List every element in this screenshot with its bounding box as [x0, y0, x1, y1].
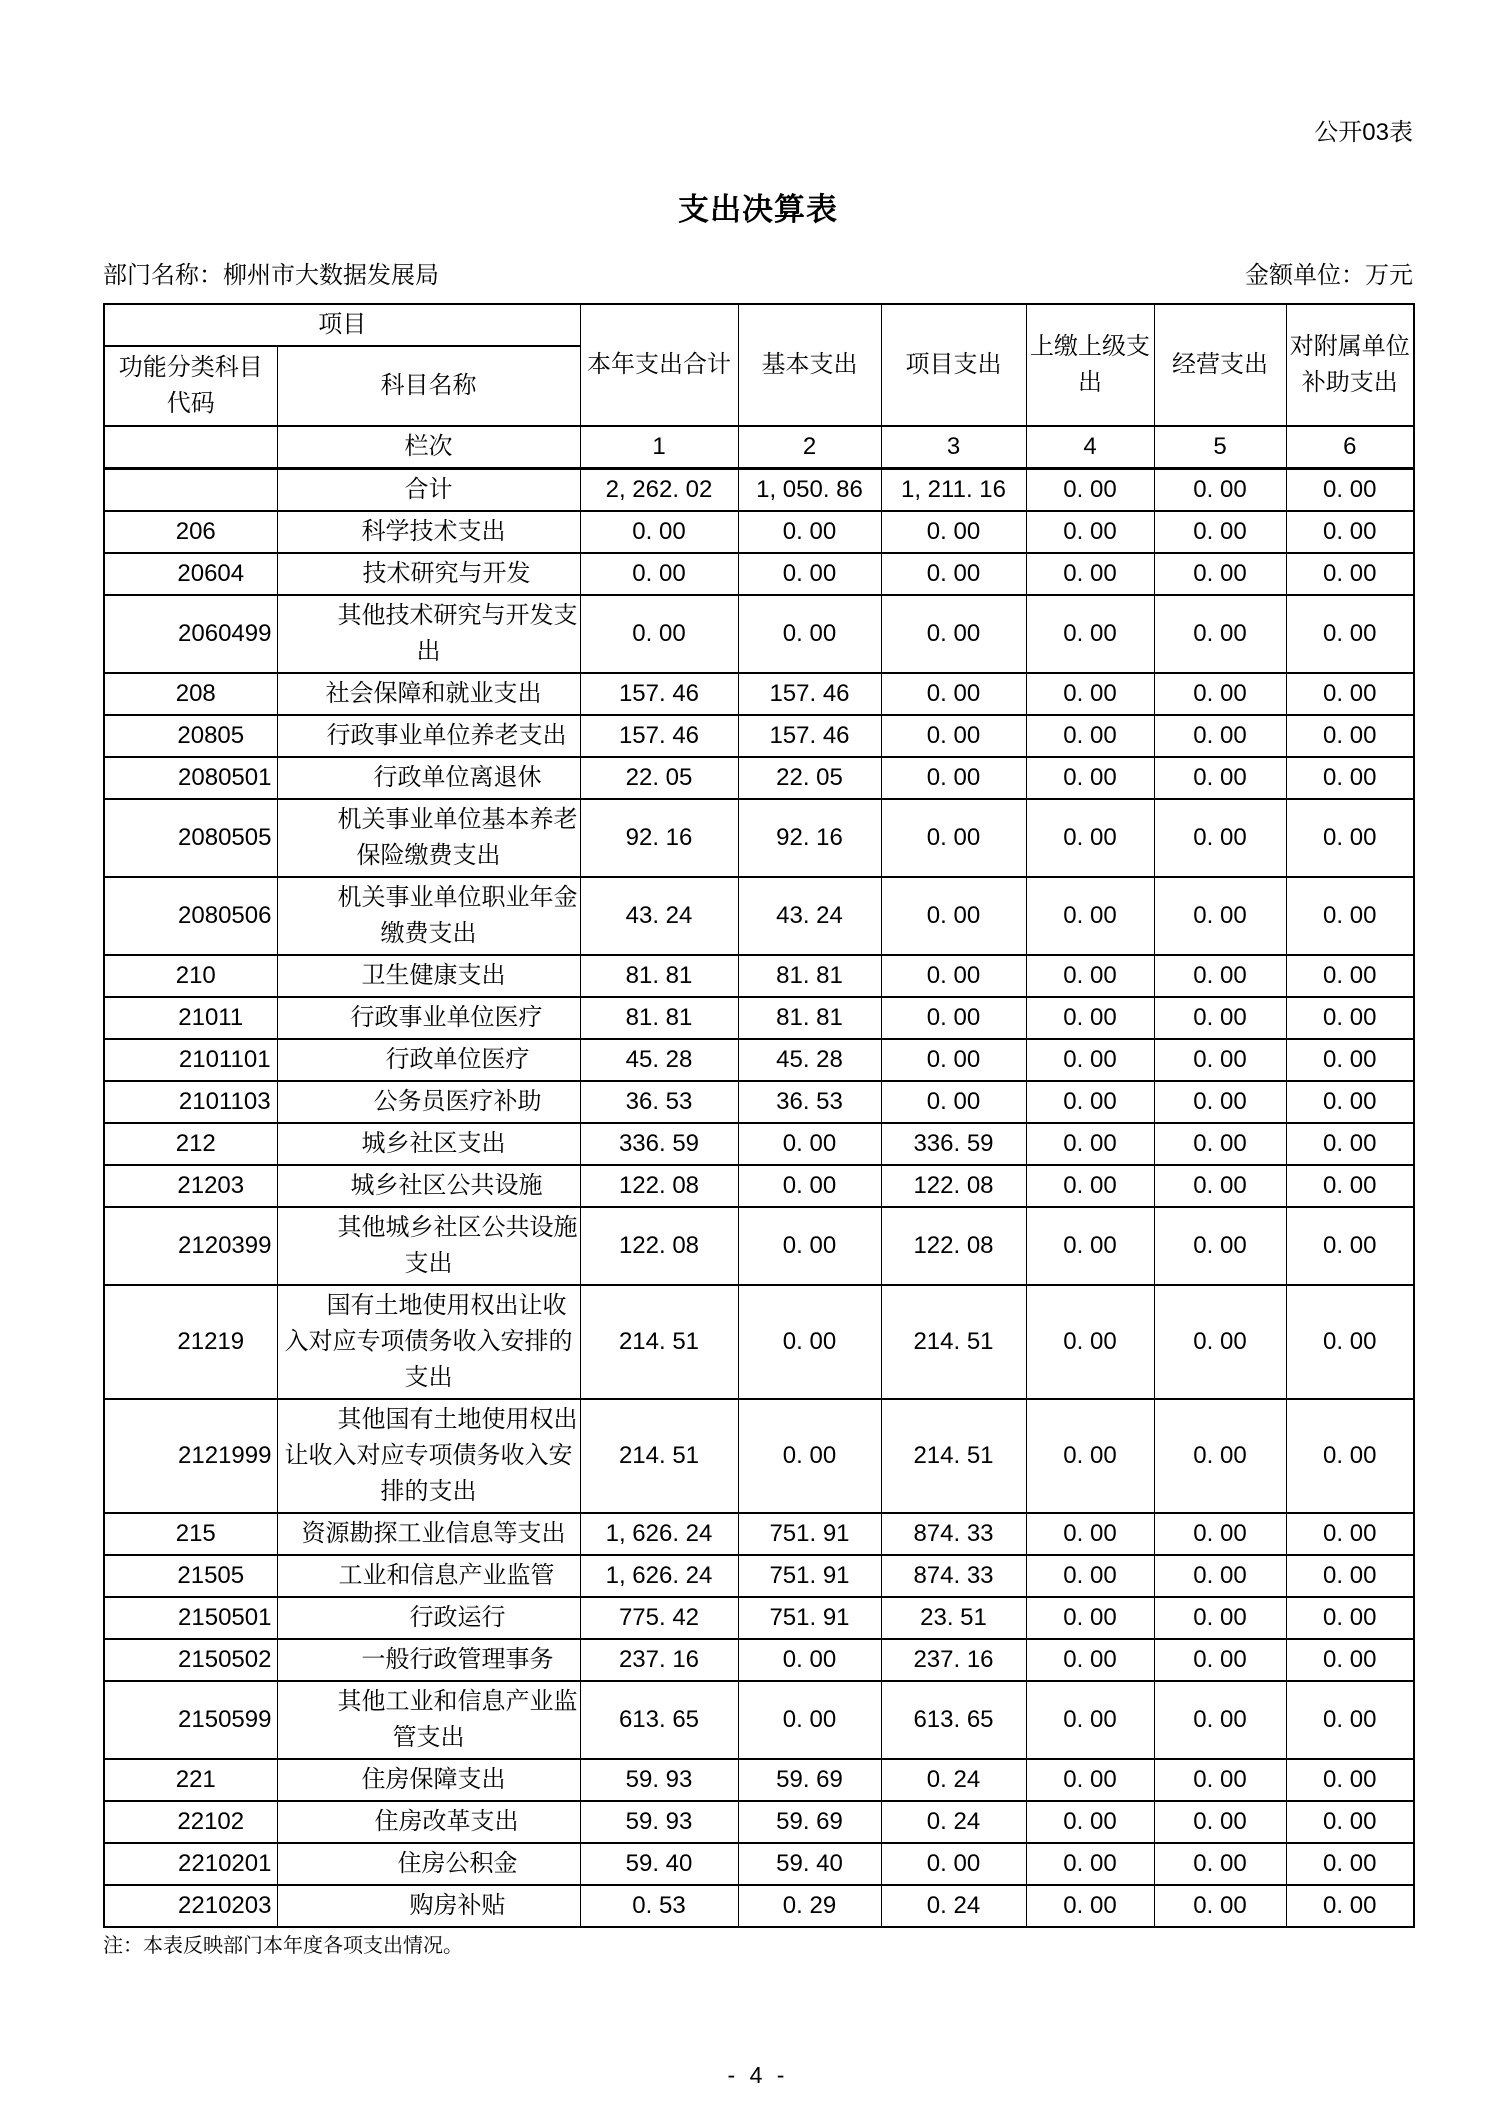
row-value: 0. 00	[1154, 997, 1286, 1039]
row-value: 0. 00	[1286, 1597, 1414, 1639]
table-row	[104, 1285, 1414, 1399]
row-value: 1, 626. 24	[580, 1555, 738, 1597]
row-value: 0. 00	[1286, 997, 1414, 1039]
column-index-label: 栏次	[277, 426, 580, 469]
row-code: 2120399	[104, 1207, 277, 1285]
row-value: 0. 00	[1026, 469, 1154, 512]
row-subject-name: 科学技术支出	[277, 511, 580, 553]
row-value: 157. 46	[738, 715, 881, 757]
table-footnote: 注：本表反映部门本年度各项支出情况。	[103, 1935, 463, 1957]
row-value: 0. 00	[738, 1165, 881, 1207]
row-value: 237. 16	[881, 1639, 1026, 1681]
amount-unit-label: 金额单位：万元	[1245, 262, 1413, 289]
row-value: 0. 00	[1286, 1165, 1414, 1207]
table-row	[104, 511, 1414, 553]
table-row	[104, 1555, 1414, 1597]
row-value: 0. 00	[1026, 1399, 1154, 1513]
row-code	[104, 469, 277, 512]
row-value: 2, 262. 02	[580, 469, 738, 512]
row-code: 2060499	[104, 595, 277, 673]
row-value: 0. 24	[881, 1885, 1026, 1927]
table-row	[104, 1843, 1414, 1885]
row-subject-name: 机关事业单位基本养老保险缴费支出	[277, 799, 580, 877]
row-code: 2210201	[104, 1843, 277, 1885]
row-value: 0. 00	[1026, 673, 1154, 715]
row-value: 751. 91	[738, 1597, 881, 1639]
code-column-header: 功能分类科目代码	[104, 346, 277, 426]
column-index-3: 3	[881, 426, 1026, 469]
page-title: 支出决算表	[678, 192, 838, 227]
row-value: 59. 69	[738, 1759, 881, 1801]
row-code: 221	[104, 1759, 277, 1801]
row-value: 0. 00	[881, 757, 1026, 799]
table-body	[104, 469, 1414, 1928]
row-subject-name: 行政单位离退休	[277, 757, 580, 799]
row-value: 23. 51	[881, 1597, 1026, 1639]
row-value: 0. 00	[1026, 955, 1154, 997]
row-value: 0. 00	[881, 997, 1026, 1039]
row-value: 43. 24	[580, 877, 738, 955]
table-row	[104, 1885, 1414, 1927]
row-value: 0. 00	[1026, 1081, 1154, 1123]
row-subject-name: 住房公积金	[277, 1843, 580, 1885]
row-value: 59. 40	[580, 1843, 738, 1885]
row-value: 122. 08	[881, 1165, 1026, 1207]
row-value: 59. 40	[738, 1843, 881, 1885]
row-value: 0. 00	[1286, 1555, 1414, 1597]
name-column-header: 科目名称	[277, 346, 580, 426]
table-row	[104, 469, 1414, 512]
row-value: 0. 00	[738, 511, 881, 553]
table-row	[104, 1639, 1414, 1681]
row-value: 0. 00	[1286, 1639, 1414, 1681]
column-index-5: 5	[1154, 426, 1286, 469]
row-subject-name: 购房补贴	[277, 1885, 580, 1927]
row-value: 0. 00	[1026, 997, 1154, 1039]
row-value: 36. 53	[580, 1081, 738, 1123]
row-value: 0. 00	[738, 553, 881, 595]
row-value: 336. 59	[881, 1123, 1026, 1165]
row-value: 0. 00	[881, 715, 1026, 757]
row-value: 0. 00	[1286, 955, 1414, 997]
column-header-upturn: 上缴上级支出	[1026, 304, 1154, 426]
row-value: 157. 46	[738, 673, 881, 715]
row-code: 21219	[104, 1285, 277, 1399]
row-value: 0. 00	[1286, 757, 1414, 799]
form-number-label: 公开03表	[1314, 119, 1413, 146]
row-value: 0. 00	[1286, 1207, 1414, 1285]
row-value: 0. 00	[1154, 1513, 1286, 1555]
table-row	[104, 1207, 1414, 1285]
row-value: 157. 46	[580, 673, 738, 715]
row-subject-name: 行政运行	[277, 1597, 580, 1639]
row-value: 81. 81	[738, 955, 881, 997]
row-subject-name: 技术研究与开发	[277, 553, 580, 595]
row-subject-name: 住房保障支出	[277, 1759, 580, 1801]
row-code: 206	[104, 511, 277, 553]
row-value: 0. 00	[1286, 715, 1414, 757]
row-value: 874. 33	[881, 1513, 1026, 1555]
row-value: 0. 00	[1026, 1285, 1154, 1399]
column-header-total: 本年支出合计	[580, 304, 738, 426]
row-value: 0. 24	[881, 1801, 1026, 1843]
row-value: 0. 00	[1026, 1639, 1154, 1681]
row-value: 0. 00	[1154, 955, 1286, 997]
row-value: 0. 00	[1154, 1207, 1286, 1285]
row-value: 0. 00	[1154, 511, 1286, 553]
table-row	[104, 1123, 1414, 1165]
row-value: 0. 00	[738, 1399, 881, 1513]
row-value: 0. 00	[1154, 1759, 1286, 1801]
row-value: 0. 00	[1286, 1843, 1414, 1885]
row-code: 212	[104, 1123, 277, 1165]
row-value: 1, 050. 86	[738, 469, 881, 512]
row-value: 0. 00	[1286, 1399, 1414, 1513]
row-subject-name: 其他国有土地使用权出让收入对应专项债务收入安排的支出	[277, 1399, 580, 1513]
row-value: 0. 00	[1154, 1039, 1286, 1081]
row-value: 0. 53	[580, 1885, 738, 1927]
table-row	[104, 1165, 1414, 1207]
row-code: 20805	[104, 715, 277, 757]
row-code: 2150502	[104, 1639, 277, 1681]
row-code: 208	[104, 673, 277, 715]
row-value: 0. 00	[1286, 1681, 1414, 1759]
row-value: 0. 00	[1154, 1399, 1286, 1513]
project-group-header: 项目	[104, 304, 580, 346]
row-value: 0. 00	[738, 1123, 881, 1165]
table-row	[104, 799, 1414, 877]
table-row	[104, 955, 1414, 997]
table-row	[104, 715, 1414, 757]
row-value: 214. 51	[881, 1285, 1026, 1399]
row-value: 0. 29	[738, 1885, 881, 1927]
row-value: 237. 16	[580, 1639, 738, 1681]
row-value: 0. 00	[1026, 799, 1154, 877]
row-value: 59. 69	[738, 1801, 881, 1843]
row-subject-name: 其他城乡社区公共设施支出	[277, 1207, 580, 1285]
row-code: 2121999	[104, 1399, 277, 1513]
table-row	[104, 553, 1414, 595]
row-code: 2150599	[104, 1681, 277, 1759]
row-value: 45. 28	[738, 1039, 881, 1081]
row-value: 59. 93	[580, 1801, 738, 1843]
column-index-6: 6	[1286, 426, 1414, 469]
row-subject-name: 国有土地使用权出让收入对应专项债务收入安排的支出	[277, 1285, 580, 1399]
column-index-empty-cell	[104, 426, 277, 469]
row-subject-name: 其他工业和信息产业监管支出	[277, 1681, 580, 1759]
row-value: 0. 00	[1026, 595, 1154, 673]
column-header-subsidy: 对附属单位补助支出	[1286, 304, 1414, 426]
row-value: 0. 00	[1154, 469, 1286, 512]
row-value: 0. 00	[881, 1081, 1026, 1123]
row-value: 751. 91	[738, 1513, 881, 1555]
row-value: 157. 46	[580, 715, 738, 757]
row-value: 0. 00	[1286, 673, 1414, 715]
row-value: 0. 00	[1154, 1843, 1286, 1885]
row-value: 81. 81	[580, 997, 738, 1039]
table-row	[104, 1513, 1414, 1555]
row-code: 2101101	[104, 1039, 277, 1081]
table-row	[104, 595, 1414, 673]
row-value: 0. 00	[1026, 1165, 1154, 1207]
row-value: 0. 00	[1026, 1681, 1154, 1759]
row-value: 92. 16	[738, 799, 881, 877]
row-value: 0. 00	[1286, 553, 1414, 595]
row-value: 613. 65	[881, 1681, 1026, 1759]
row-value: 45. 28	[580, 1039, 738, 1081]
row-value: 0. 00	[1286, 1759, 1414, 1801]
column-index-row	[104, 426, 1414, 469]
row-code: 2080501	[104, 757, 277, 799]
table-row	[104, 1081, 1414, 1123]
row-value: 0. 00	[1026, 757, 1154, 799]
row-value: 0. 00	[1026, 1123, 1154, 1165]
table-row	[104, 757, 1414, 799]
table-row	[104, 1039, 1414, 1081]
table-row	[104, 877, 1414, 955]
row-value: 0. 00	[1154, 595, 1286, 673]
row-value: 122. 08	[881, 1207, 1026, 1285]
row-value: 122. 08	[580, 1165, 738, 1207]
column-header-project: 项目支出	[881, 304, 1026, 426]
row-value: 0. 00	[1154, 1555, 1286, 1597]
row-subject-name: 卫生健康支出	[277, 955, 580, 997]
row-value: 81. 81	[580, 955, 738, 997]
row-code: 2101103	[104, 1081, 277, 1123]
table-meta-row	[103, 262, 1413, 290]
row-subject-name: 一般行政管理事务	[277, 1639, 580, 1681]
row-value: 874. 33	[881, 1555, 1026, 1597]
expenditure-table	[103, 303, 1415, 1928]
row-value: 0. 00	[580, 595, 738, 673]
row-code: 20604	[104, 553, 277, 595]
row-value: 0. 00	[1026, 1843, 1154, 1885]
row-subject-name: 机关事业单位职业年金缴费支出	[277, 877, 580, 955]
row-value: 0. 00	[1154, 757, 1286, 799]
row-code: 2080506	[104, 877, 277, 955]
row-value: 0. 24	[881, 1759, 1026, 1801]
row-code: 2080505	[104, 799, 277, 877]
department-name-label: 部门名称：柳州市大数据发展局	[103, 262, 439, 289]
document-page	[103, 0, 1413, 2089]
row-value: 0. 00	[1286, 877, 1414, 955]
row-value: 0. 00	[1286, 1513, 1414, 1555]
row-value: 0. 00	[1154, 1801, 1286, 1843]
row-value: 0. 00	[1286, 511, 1414, 553]
row-value: 0. 00	[1154, 1597, 1286, 1639]
row-value: 0. 00	[1154, 1285, 1286, 1399]
row-value: 0. 00	[580, 511, 738, 553]
row-value: 0. 00	[1154, 1165, 1286, 1207]
table-row	[104, 997, 1414, 1039]
table-row	[104, 673, 1414, 715]
row-value: 0. 00	[1026, 511, 1154, 553]
row-value: 0. 00	[1154, 673, 1286, 715]
row-value: 43. 24	[738, 877, 881, 955]
table-row	[104, 1399, 1414, 1513]
row-code: 215	[104, 1513, 277, 1555]
row-value: 0. 00	[1154, 1081, 1286, 1123]
row-value: 122. 08	[580, 1207, 738, 1285]
row-subject-name: 行政单位医疗	[277, 1039, 580, 1081]
row-value: 81. 81	[738, 997, 881, 1039]
row-value: 775. 42	[580, 1597, 738, 1639]
row-subject-name: 其他技术研究与开发支出	[277, 595, 580, 673]
row-value: 0. 00	[881, 595, 1026, 673]
row-value: 22. 05	[738, 757, 881, 799]
row-subject-name: 合计	[277, 469, 580, 512]
column-index-2: 2	[738, 426, 881, 469]
row-subject-name: 社会保障和就业支出	[277, 673, 580, 715]
row-value: 0. 00	[1154, 1639, 1286, 1681]
row-value: 0. 00	[1286, 1081, 1414, 1123]
row-value: 1, 211. 16	[881, 469, 1026, 512]
row-value: 0. 00	[580, 553, 738, 595]
row-value: 751. 91	[738, 1555, 881, 1597]
row-value: 0. 00	[1026, 1759, 1154, 1801]
row-value: 0. 00	[881, 1843, 1026, 1885]
row-value: 0. 00	[1154, 715, 1286, 757]
row-value: 0. 00	[881, 553, 1026, 595]
row-value: 0. 00	[738, 1639, 881, 1681]
column-header-basic: 基本支出	[738, 304, 881, 426]
header-row-project	[104, 304, 1414, 346]
row-value: 336. 59	[580, 1123, 738, 1165]
row-value: 0. 00	[881, 511, 1026, 553]
row-value: 0. 00	[1286, 1801, 1414, 1843]
row-value: 0. 00	[881, 1039, 1026, 1081]
row-value: 0. 00	[881, 955, 1026, 997]
row-subject-name: 公务员医疗补助	[277, 1081, 580, 1123]
row-value: 0. 00	[1286, 1039, 1414, 1081]
row-subject-name: 城乡社区支出	[277, 1123, 580, 1165]
row-value: 0. 00	[881, 799, 1026, 877]
row-value: 0. 00	[1286, 1123, 1414, 1165]
row-subject-name: 工业和信息产业监管	[277, 1555, 580, 1597]
row-code: 21203	[104, 1165, 277, 1207]
row-value: 0. 00	[1154, 877, 1286, 955]
row-value: 0. 00	[1026, 877, 1154, 955]
page-number: - 4 -	[727, 2062, 789, 2088]
row-value: 0. 00	[1026, 1885, 1154, 1927]
row-value: 0. 00	[1026, 553, 1154, 595]
row-subject-name: 行政事业单位养老支出	[277, 715, 580, 757]
row-value: 0. 00	[1286, 1285, 1414, 1399]
row-subject-name: 资源勘探工业信息等支出	[277, 1513, 580, 1555]
column-header-operating: 经营支出	[1154, 304, 1286, 426]
row-code: 2210203	[104, 1885, 277, 1927]
column-index-4: 4	[1026, 426, 1154, 469]
row-value: 22. 05	[580, 757, 738, 799]
row-value: 0. 00	[1286, 799, 1414, 877]
table-row	[104, 1759, 1414, 1801]
row-value: 59. 93	[580, 1759, 738, 1801]
row-value: 0. 00	[1154, 1123, 1286, 1165]
row-subject-name: 行政事业单位医疗	[277, 997, 580, 1039]
row-value: 0. 00	[1026, 1513, 1154, 1555]
row-value: 1, 626. 24	[580, 1513, 738, 1555]
row-value: 0. 00	[738, 595, 881, 673]
row-value: 0. 00	[1026, 1597, 1154, 1639]
row-value: 214. 51	[580, 1399, 738, 1513]
row-subject-name: 住房改革支出	[277, 1801, 580, 1843]
row-value: 0. 00	[881, 673, 1026, 715]
row-value: 0. 00	[1154, 1885, 1286, 1927]
row-value: 0. 00	[1026, 1801, 1154, 1843]
row-value: 0. 00	[1026, 1555, 1154, 1597]
row-value: 0. 00	[881, 877, 1026, 955]
row-value: 613. 65	[580, 1681, 738, 1759]
row-code: 210	[104, 955, 277, 997]
row-value: 0. 00	[1026, 1039, 1154, 1081]
row-value: 0. 00	[1286, 1885, 1414, 1927]
row-value: 0. 00	[1154, 1681, 1286, 1759]
row-value: 0. 00	[738, 1285, 881, 1399]
row-code: 21505	[104, 1555, 277, 1597]
row-value: 214. 51	[881, 1399, 1026, 1513]
table-row	[104, 1801, 1414, 1843]
row-value: 0. 00	[1154, 553, 1286, 595]
row-value: 92. 16	[580, 799, 738, 877]
row-value: 0. 00	[738, 1681, 881, 1759]
table-row	[104, 1597, 1414, 1639]
row-value: 0. 00	[738, 1207, 881, 1285]
row-subject-name: 城乡社区公共设施	[277, 1165, 580, 1207]
row-value: 0. 00	[1286, 595, 1414, 673]
table-row	[104, 1681, 1414, 1759]
row-code: 2150501	[104, 1597, 277, 1639]
row-value: 0. 00	[1026, 715, 1154, 757]
row-value: 0. 00	[1154, 799, 1286, 877]
row-code: 22102	[104, 1801, 277, 1843]
row-value: 36. 53	[738, 1081, 881, 1123]
column-index-1: 1	[580, 426, 738, 469]
row-code: 21011	[104, 997, 277, 1039]
row-value: 0. 00	[1286, 469, 1414, 512]
row-value: 214. 51	[580, 1285, 738, 1399]
row-value: 0. 00	[1026, 1207, 1154, 1285]
